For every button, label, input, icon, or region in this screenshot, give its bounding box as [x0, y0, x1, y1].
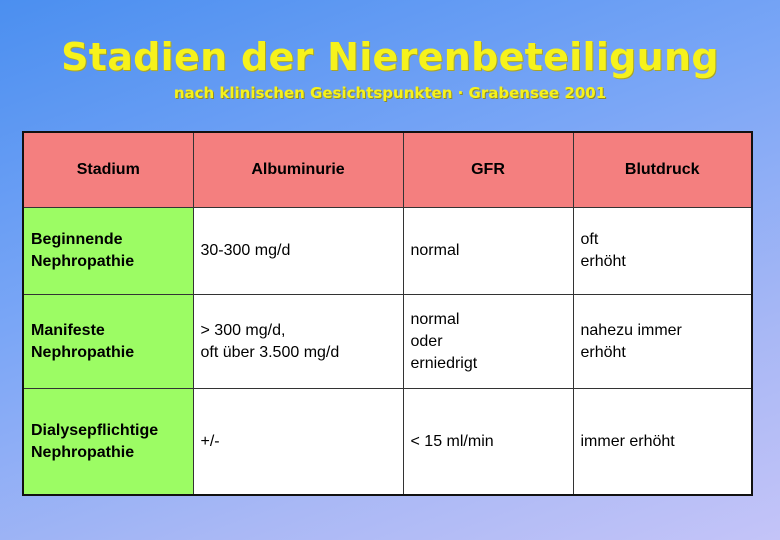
cell-line: Nephropathie	[31, 343, 135, 361]
cell-line: Nephropathie	[31, 253, 135, 270]
gfr-cell	[403, 389, 573, 496]
stage-cell	[23, 389, 193, 496]
cell-line: +/-	[200, 432, 220, 450]
cell-line: erniedrigt	[410, 354, 478, 372]
slide-title: Stadien der Nierenbeteiligung	[61, 35, 719, 79]
cell-line: < 15 ml/min	[410, 432, 494, 450]
table-row	[23, 389, 752, 496]
cell-line: erhöht	[580, 343, 626, 361]
blutdruck-cell	[573, 389, 752, 496]
blutdruck-cell	[573, 208, 752, 295]
header-gfr: GFR	[403, 132, 573, 208]
stages-table	[22, 131, 753, 496]
gfr-cell	[403, 208, 573, 295]
cell-line: Nephropathie	[31, 443, 135, 461]
cell-line: oft	[580, 231, 599, 248]
cell-line: Beginnende	[31, 231, 123, 248]
stage-cell	[23, 208, 193, 295]
cell-line: oft über 3.500 mg/d	[200, 343, 340, 361]
cell-line: > 300 mg/d,	[200, 321, 286, 339]
table-header-row	[23, 132, 752, 208]
header-stadium: Stadium	[23, 132, 193, 208]
blutdruck-cell	[573, 295, 752, 389]
cell-line: normal	[410, 310, 460, 328]
table-row	[23, 295, 752, 389]
cell-line: immer erhöht	[580, 432, 675, 450]
albuminurie-cell	[193, 389, 403, 496]
cell-line: nahezu immer	[580, 321, 682, 339]
cell-line: Manifeste	[31, 321, 105, 339]
header-blutdruck: Blutdruck	[573, 132, 752, 208]
albuminurie-cell	[193, 295, 403, 389]
cell-line: normal	[410, 242, 460, 259]
cell-line: erhöht	[580, 253, 626, 270]
albuminurie-cell	[193, 208, 403, 295]
cell-line: Dialysepflichtige	[31, 421, 159, 439]
stage-cell	[23, 295, 193, 389]
header-albuminurie: Albuminurie	[193, 132, 403, 208]
table-row	[23, 208, 752, 295]
cell-line: 30-300 mg/d	[200, 242, 291, 259]
cell-line: oder	[410, 332, 443, 350]
slide-subtitle: nach klinischen Gesichtspunkten · Grabensee 2001	[173, 84, 607, 102]
gfr-cell	[403, 295, 573, 389]
